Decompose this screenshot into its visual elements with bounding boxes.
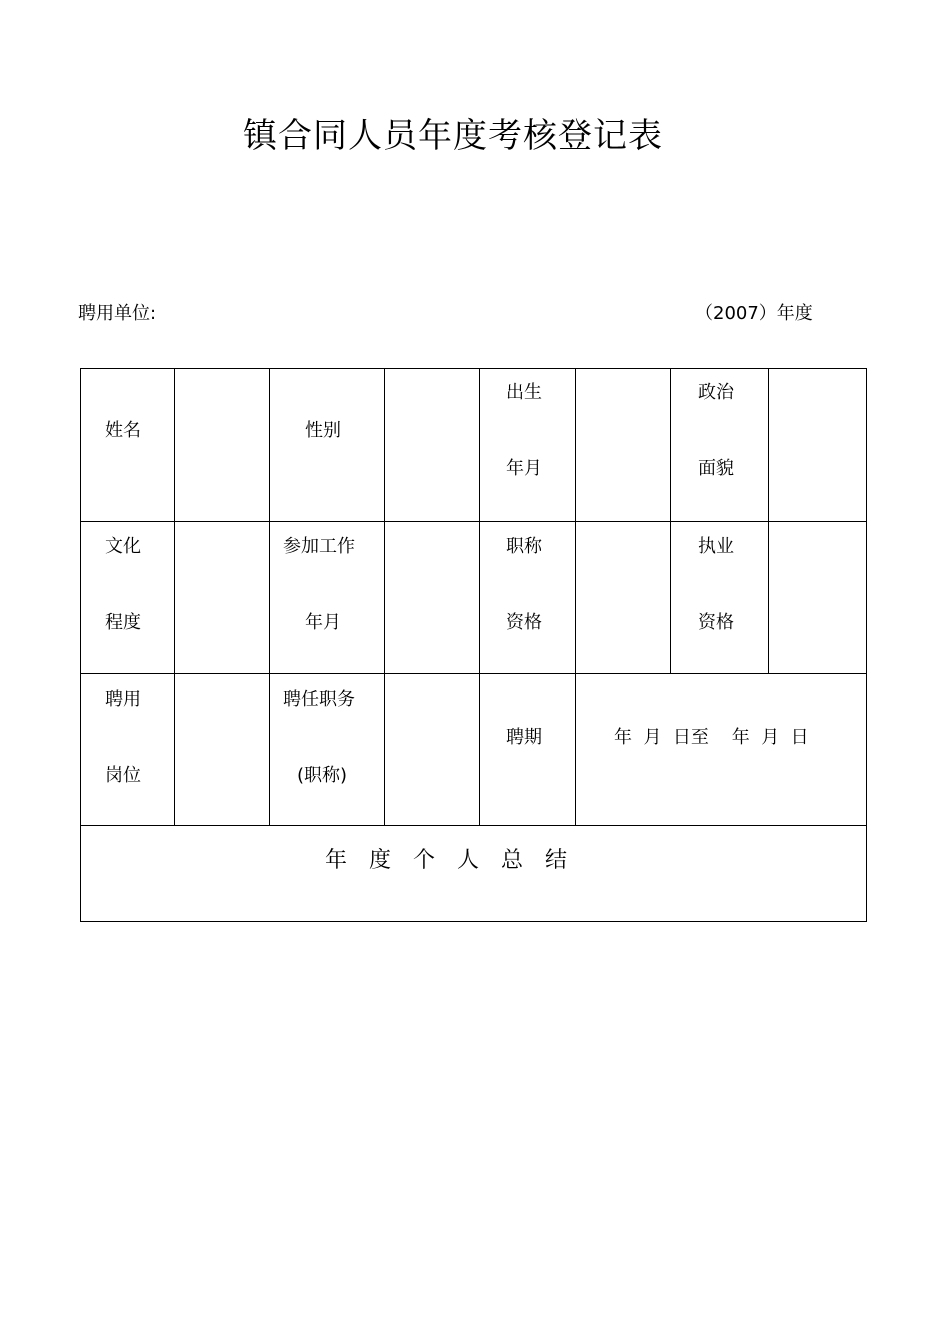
post-label-line2: 岗位 — [105, 765, 141, 786]
year-label: （2007）年度 — [695, 303, 813, 324]
column-divider — [479, 369, 480, 825]
column-divider — [575, 369, 576, 825]
practice-qualification-label-line1: 执业 — [698, 536, 734, 557]
gender-label: 性别 — [305, 420, 341, 441]
row-divider — [81, 521, 866, 522]
column-divider — [269, 369, 270, 825]
duty-label-line2: (职称) — [297, 765, 348, 786]
title-qualification-label-line1: 职称 — [506, 536, 542, 557]
appraisal-form — [80, 368, 867, 922]
education-label-line2: 程度 — [105, 612, 141, 633]
work-start-label-line1: 参加工作 — [283, 536, 355, 557]
employer-label: 聘用单位: — [78, 303, 157, 324]
political-label-line2: 面貌 — [698, 458, 734, 479]
post-label-line1: 聘用 — [105, 689, 141, 710]
practice-qualification-label-line2: 资格 — [698, 612, 734, 633]
row-divider — [81, 673, 866, 674]
birth-label-line1: 出生 — [506, 382, 542, 403]
title-qualification-label-line2: 资格 — [506, 612, 542, 633]
work-start-label-line2: 年月 — [305, 612, 341, 633]
column-divider — [768, 369, 769, 673]
education-label-line1: 文化 — [105, 536, 141, 557]
column-divider — [384, 369, 385, 825]
political-label-line1: 政治 — [698, 382, 734, 403]
period-value: 年 月 日至 年 月 日 — [614, 727, 809, 748]
column-divider — [670, 369, 671, 673]
column-divider — [174, 369, 175, 825]
annual-summary-label: 年 度 个 人 总 结 — [325, 848, 568, 873]
period-label: 聘期 — [506, 727, 542, 748]
row-divider — [81, 825, 866, 826]
duty-label-line1: 聘任职务 — [283, 689, 355, 710]
name-label: 姓名 — [105, 420, 141, 441]
birth-label-line2: 年月 — [506, 458, 542, 479]
page-title: 镇合同人员年度考核登记表 — [243, 116, 663, 156]
